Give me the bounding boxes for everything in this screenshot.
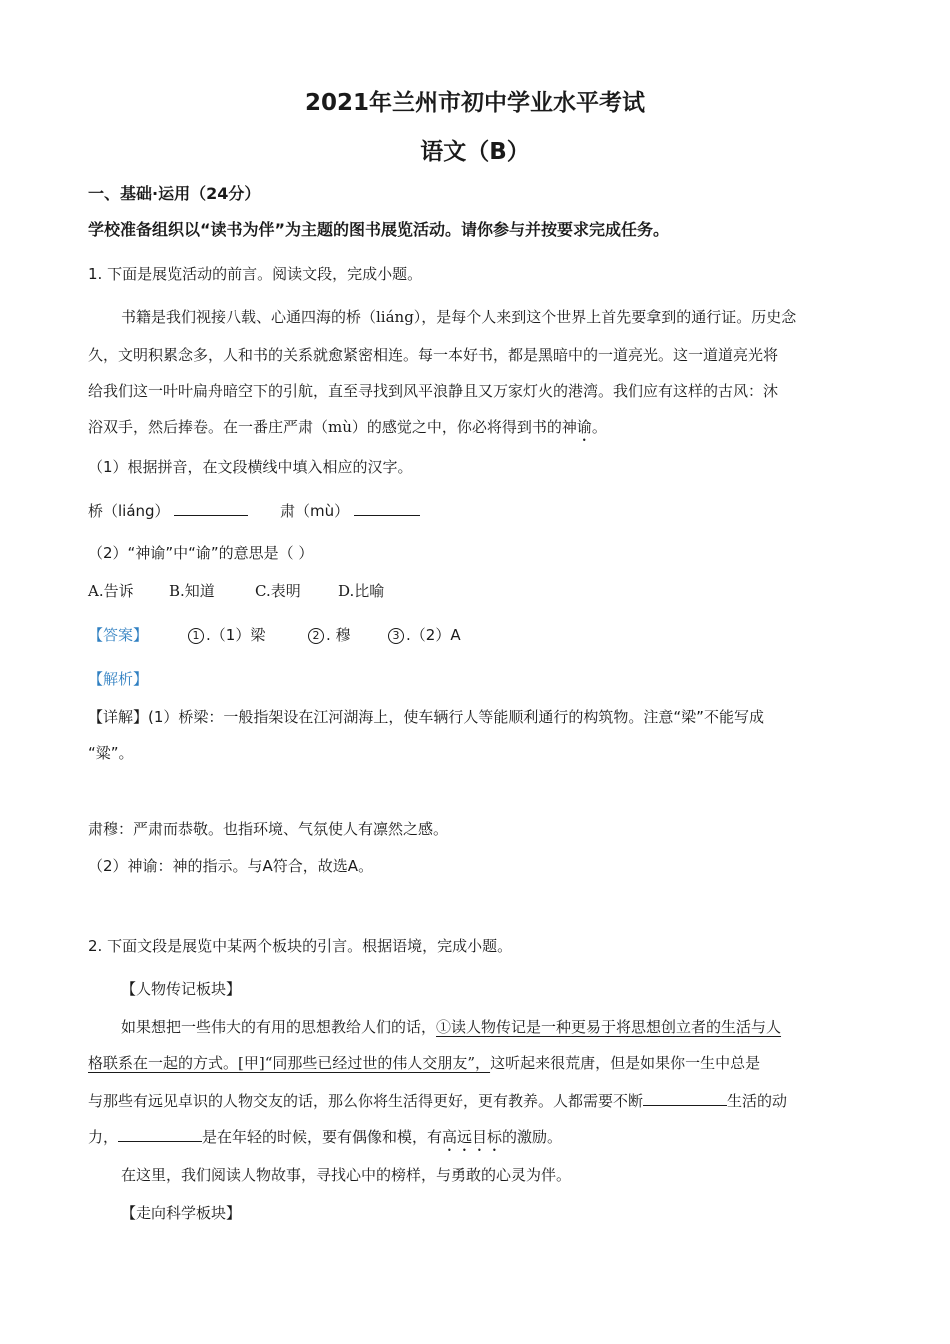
detail-line-4: （2）神谕：神的指示。与A符合，故选A。	[88, 857, 374, 875]
option-b: B.知道	[169, 582, 215, 600]
circled-number: 1	[188, 628, 204, 644]
underlined-sentence: 格联系在一起的方式。	[88, 1054, 239, 1072]
option-a: A.告诉	[88, 582, 134, 600]
passage-line-2: 久，文明积累念多，人和书的关系就愈紧密相连。每一本好书，都是黑暗中的一道亮光。这一道道亮光将	[88, 346, 779, 364]
passage2-line-4-end: 的激励。	[502, 1128, 563, 1146]
answer-3-text: （2）A	[410, 626, 461, 644]
passage2-line-3	[88, 1090, 787, 1111]
fill-blank-2	[280, 500, 420, 521]
section-intro: 学校准备组织以“读书为伴”为主题的图书展览活动。请你参与并按要求完成任务。	[88, 220, 670, 239]
detail-line-3: 肃穆：严肃而恭敬。也指环境、气氛使人有凛然之感。	[88, 820, 449, 838]
answer-blank[interactable]	[118, 1127, 202, 1142]
option-d: D.比喻	[338, 582, 385, 600]
passage-line-3: 给我们这一叶叶扁舟暗空下的引航，直至寻找到风平浪静且又万家灯火的港湾。我们应有这样的古风：沐	[88, 382, 779, 400]
answer-1: 1 .（1）梁	[188, 624, 265, 645]
emphasized-word: 谕	[576, 418, 592, 436]
passage2-line-3-end: 生活的动	[727, 1092, 788, 1110]
fill-blank-1	[88, 500, 248, 521]
answer-blank[interactable]	[643, 1091, 727, 1106]
passage2-line-1	[121, 1016, 781, 1037]
circled-number: 3	[388, 628, 404, 644]
page-subtitle: 语文（B）	[420, 139, 530, 165]
section-heading: 一、基础·运用（24分）	[88, 184, 261, 203]
passage-line-4-end: 。	[591, 418, 607, 436]
passage2-line-4	[88, 1126, 562, 1155]
fill-blank-1-label: 桥（liáng）	[88, 502, 170, 520]
passage2-line-4-text: 是在年轻的时候，要有偶像和模，有	[202, 1128, 443, 1146]
answer-blank[interactable]	[354, 501, 420, 516]
fill-blank-2-label: 肃（mù）	[280, 502, 350, 520]
bracketed-quote: [甲]“同那些已经过世的伟人交朋友”，	[238, 1054, 491, 1072]
page-title: 2021年兰州市初中学业水平考试	[304, 90, 645, 116]
answer-1-text: （1）梁	[210, 626, 266, 644]
answer-label: 【答案】	[88, 626, 149, 644]
underlined-sentence: ①读人物传记是一种更易于将思想创立者的生活与人	[436, 1018, 782, 1036]
answer-2-text: 穆	[335, 626, 351, 644]
circled-number: 2	[308, 628, 324, 644]
answer-blank[interactable]	[174, 501, 248, 516]
block-title-science: 【走向科学板块】	[121, 1204, 242, 1222]
detail-line-2: “粱”。	[88, 744, 134, 762]
passage2-line-2-text: 这听起来很荒唐，但是如果你一生中总是	[490, 1054, 761, 1072]
sub-question-2: （2）“神谕”中“谕”的意思是（ ）	[88, 544, 314, 562]
option-c: C.表明	[255, 582, 301, 600]
emphasized-phrase: 高远目标	[442, 1128, 503, 1146]
analysis-label: 【解析】	[88, 670, 149, 688]
passage2-line-4-start: 力，	[88, 1128, 119, 1146]
block-title-biography: 【人物传记板块】	[121, 980, 242, 998]
passage-line-4-text: 浴双手，然后捧卷。在一番庄严肃（mù）的感觉之中，你必将得到书的神	[88, 418, 577, 436]
passage2-line-2	[88, 1052, 760, 1073]
passage2-line-3-text: 与那些有远见卓识的人物交友的话，那么你将生活得更好，更有教养。人都需要不断	[88, 1092, 644, 1110]
answer-3: 3 .（2）A	[388, 624, 461, 645]
detail-line-1: 【详解】(1）桥梁：一般指架设在江河湖海上，使车辆行人等能顺利通行的构筑物。注意“梁”不能写成	[88, 708, 764, 726]
question-2-stem: 2. 下面文段是展览中某两个板块的引言。根据语境，完成小题。	[88, 937, 513, 955]
passage-line-1: 书籍是我们视接八载、心通四海的桥（liáng），是每个人来到这个世界上首先要拿到的通行证。历史念	[121, 308, 797, 326]
passage-line-4	[88, 416, 607, 445]
passage2-line-1-text: 如果想把一些伟大的有用的思想教给人们的话，	[121, 1018, 437, 1036]
passage2-line-5: 在这里，我们阅读人物故事，寻找心中的榜样，与勇敢的心灵为伴。	[121, 1166, 572, 1184]
question-1-stem: 1. 下面是展览活动的前言。阅读文段，完成小题。	[88, 265, 423, 283]
answer-2: 2 . 穆	[308, 624, 351, 645]
sub-question-1: （1）根据拼音，在文段横线中填入相应的汉字。	[88, 458, 413, 476]
